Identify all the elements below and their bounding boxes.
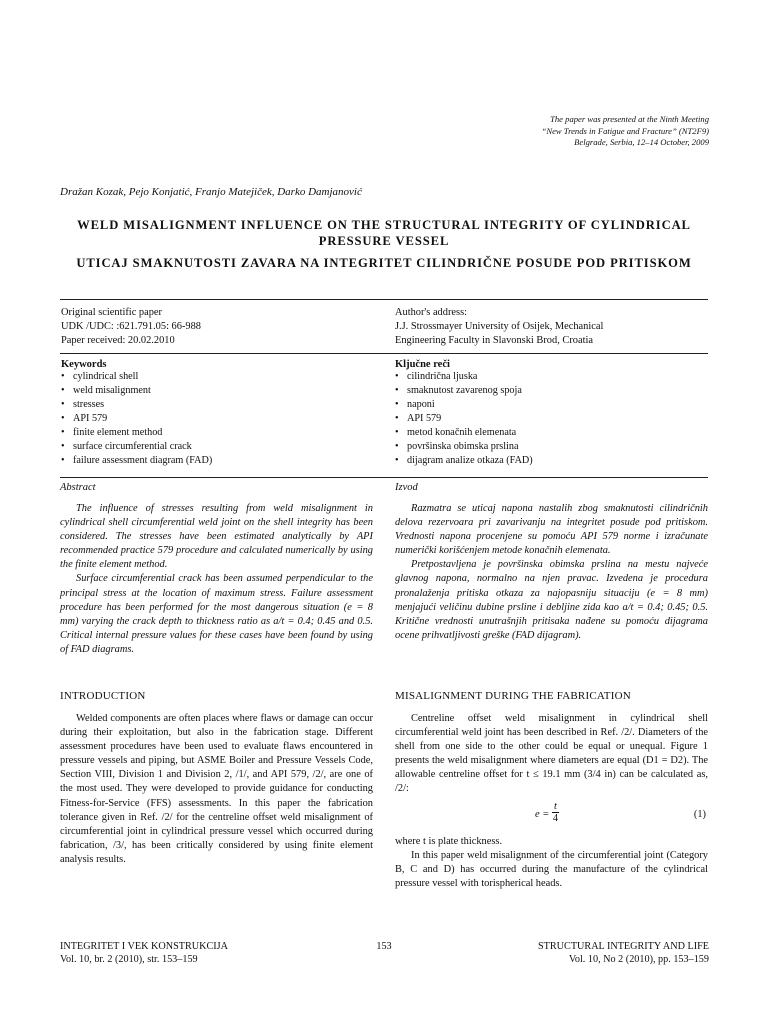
- keyword-item: • naponi: [395, 398, 715, 412]
- page-number: 153: [376, 941, 392, 952]
- abstract-text: [60, 502, 373, 657]
- misalignment-text: [395, 712, 708, 891]
- equation-fraction: [552, 801, 559, 825]
- keywords-heading: Keywords: [61, 359, 107, 370]
- title-serbian: UTICAJ SMAKNUTOSTI ZAVARA NA INTEGRITET CILINDRIČNE POSUDE POD PRITISKOM: [76, 256, 692, 270]
- keywords-list-serbian: [395, 370, 715, 468]
- authors: Dražan Kozak, Pejo Konjatić, Franjo Matejiček, Darko Damjanović: [60, 186, 362, 198]
- misalignment-heading: MISALIGNMENT DURING THE FABRICATION: [395, 690, 631, 702]
- udk-code: UDK /UDC: :621.791.05: 66-988: [61, 321, 201, 332]
- address-label: Author's address:: [395, 307, 467, 318]
- keyword-item: • cilindrična ljuska: [395, 370, 715, 384]
- conference-line-3: Belgrade, Serbia, 12–14 October, 2009: [574, 137, 709, 147]
- introduction-section: [60, 690, 373, 867]
- journal-name-english: STRUCTURAL INTEGRITY AND LIFE: [537, 941, 709, 952]
- abstract-heading-serbian: Izvod: [395, 482, 418, 493]
- keyword-item: • smaknutost zavarenog spoja: [395, 384, 715, 398]
- journal-volume-english: Vol. 10, No 2 (2010), pp. 153–159: [568, 954, 709, 965]
- keyword-item: • metod konačnih elemenata: [395, 426, 715, 440]
- keywords-serbian: [395, 359, 715, 468]
- misalignment-section: [395, 690, 708, 891]
- footer-left: [60, 940, 320, 966]
- keywords-list: [61, 370, 381, 468]
- abstract-text-serbian: [395, 502, 708, 643]
- misalignment-paragraph-2: In this paper weld misalignment of the circumferential joint (Category B, C and D) has occurred during the manufacture of the cylindrical pressure vessel with torispherical heads.: [395, 849, 708, 889]
- introduction-heading: INTRODUCTION: [60, 690, 146, 702]
- abstract-paragraph-2: Pretpostavljena je površinska obimska prslina na mestu najveće glavnog napona, normalno na njen pravac. Izvedena je procedura pronalaženja pritiska otkaza za najopasniju situaciju (e = 8 mm) menjajući veličinu dubine prsline i debljine zida kao a/t = 0.4; 0.45; 0.5. Kritične vrednosti unutrašnjih pritisaka nađene su pomoću dijagrama ocene prihvatljivosti greške (FAD dijagram).: [395, 559, 708, 641]
- introduction-text: [60, 712, 373, 867]
- address-line-1: J.J. Strossmayer University of Osijek, Mechanical: [395, 321, 604, 332]
- introduction-paragraph: Welded components are often places where flaws or damage can occur during their exploitation, but also in the fabrication stage. Different assessment procedures have been used to evaluate flaws encountered in pressure vessels and piping, but ASME Boiler and Pressure Vessels Code, Section VIII, Division 1 and Division 2, /1/, and API 579, /2/, are one of the most used. They were developed to provide guidance for conducting Fitness-for-Service (FFS) assessments. In this paper the fabrication tolerance given in Ref. /2/ for the centreline offset weld misalignment of circumferential joint in cylindrical pressure vessel which occurred during fabrication, /3/, has been critically considered by using finite element analysis results.: [60, 713, 373, 865]
- misalignment-paragraph-1: Centreline offset weld misalignment in cylindrical shell circumferential weld joint has been described in Ref. /2/. Diameters of the shell from one side to the other could be equal or unequal. Figure 1 presents the weld misalignment where diameters are equal (D1 = D2). The allowable centreline offset for t ≤ 19.1 mm (3/4 in) can be calculated as, /2/:: [395, 713, 708, 795]
- equation-denominator: 4: [552, 812, 559, 824]
- keyword-item: • stresses: [61, 398, 381, 412]
- header-rule: [60, 299, 708, 300]
- equation-1: [395, 799, 708, 831]
- equation-numerator: t: [554, 800, 557, 812]
- abstract-serbian: [395, 482, 708, 643]
- abstract-paragraph-1: The influence of stresses resulting from weld misalignment in cylindrical shell circumferential weld joint on the shell integrity has been considered. The stresses have been estimated analytically by API recommended practice 579 procedure and calculated numerically by using the finite element method.: [60, 503, 373, 571]
- keyword-item: • dijagram analize otkaza (FAD): [395, 454, 715, 468]
- abstract-paragraph-1: Razmatra se uticaj napona nastalih zbog smaknutosti cilindričnih delova rezervoara pri zavarivanju na integritet posude pod pritiskom. Vrednosti napona procenjene su pomoću API 579 norme i izračunate numerički korišćenjem metode konačnih elemenata.: [395, 503, 708, 557]
- conference-line-2: “New Trends in Fatigue and Fracture” (NT2F9): [541, 125, 709, 136]
- author-address: [395, 306, 715, 348]
- equation-number: (1): [693, 808, 706, 820]
- keywords-english: [61, 359, 381, 468]
- abstract-english: [60, 482, 373, 657]
- received-date: Paper received: 20.02.2010: [61, 335, 175, 346]
- meta-rule: [60, 353, 708, 354]
- keyword-item: • weld misalignment: [61, 384, 381, 398]
- keyword-item: • API 579: [395, 412, 715, 426]
- conference-line-1: The paper was presented at the Ninth Meeting: [550, 114, 709, 124]
- title-english: WELD MISALIGNMENT INFLUENCE ON THE STRUCTURAL INTEGRITY OF CYLINDRICAL PRESSURE VESSEL: [77, 218, 691, 248]
- journal-volume-serbian: Vol. 10, br. 2 (2010), str. 153–159: [60, 954, 198, 965]
- paper-type: Original scientific paper: [61, 307, 162, 318]
- keywords-rule: [60, 477, 708, 478]
- abstract-heading: Abstract: [60, 482, 96, 493]
- keyword-item: • failure assessment diagram (FAD): [61, 454, 381, 468]
- keywords-heading-serbian: Ključne reči: [395, 359, 450, 370]
- journal-name-serbian: INTEGRITET I VEK KONSTRUKCIJA: [60, 941, 228, 952]
- footer-right: [449, 940, 709, 966]
- address-line-2: Engineering Faculty in Slavonski Brod, Croatia: [395, 335, 593, 346]
- abstract-paragraph-2: Surface circumferential crack has been assumed perpendicular to the principal stress at the location of maximum stress. Failure assessment procedure has been performed for the most dangerous situation (e = 8 mm) varying the crack depth to thickness ratio as a/t = 0.4; 0.45 and 0.5. Critical internal pressure values for these cases have been found by using of FAD diagrams.: [60, 573, 373, 655]
- equation-where: where t is plate thickness.: [395, 835, 503, 847]
- equation-lhs: e =: [535, 808, 550, 820]
- paper-meta: [61, 306, 381, 348]
- keyword-item: • cylindrical shell: [61, 370, 381, 384]
- keyword-item: • surface circumferential crack: [61, 440, 381, 454]
- conference-note: [409, 114, 709, 149]
- keyword-item: • površinska obimska prslina: [395, 440, 715, 454]
- keyword-item: • finite element method: [61, 426, 381, 440]
- keyword-item: • API 579: [61, 412, 381, 426]
